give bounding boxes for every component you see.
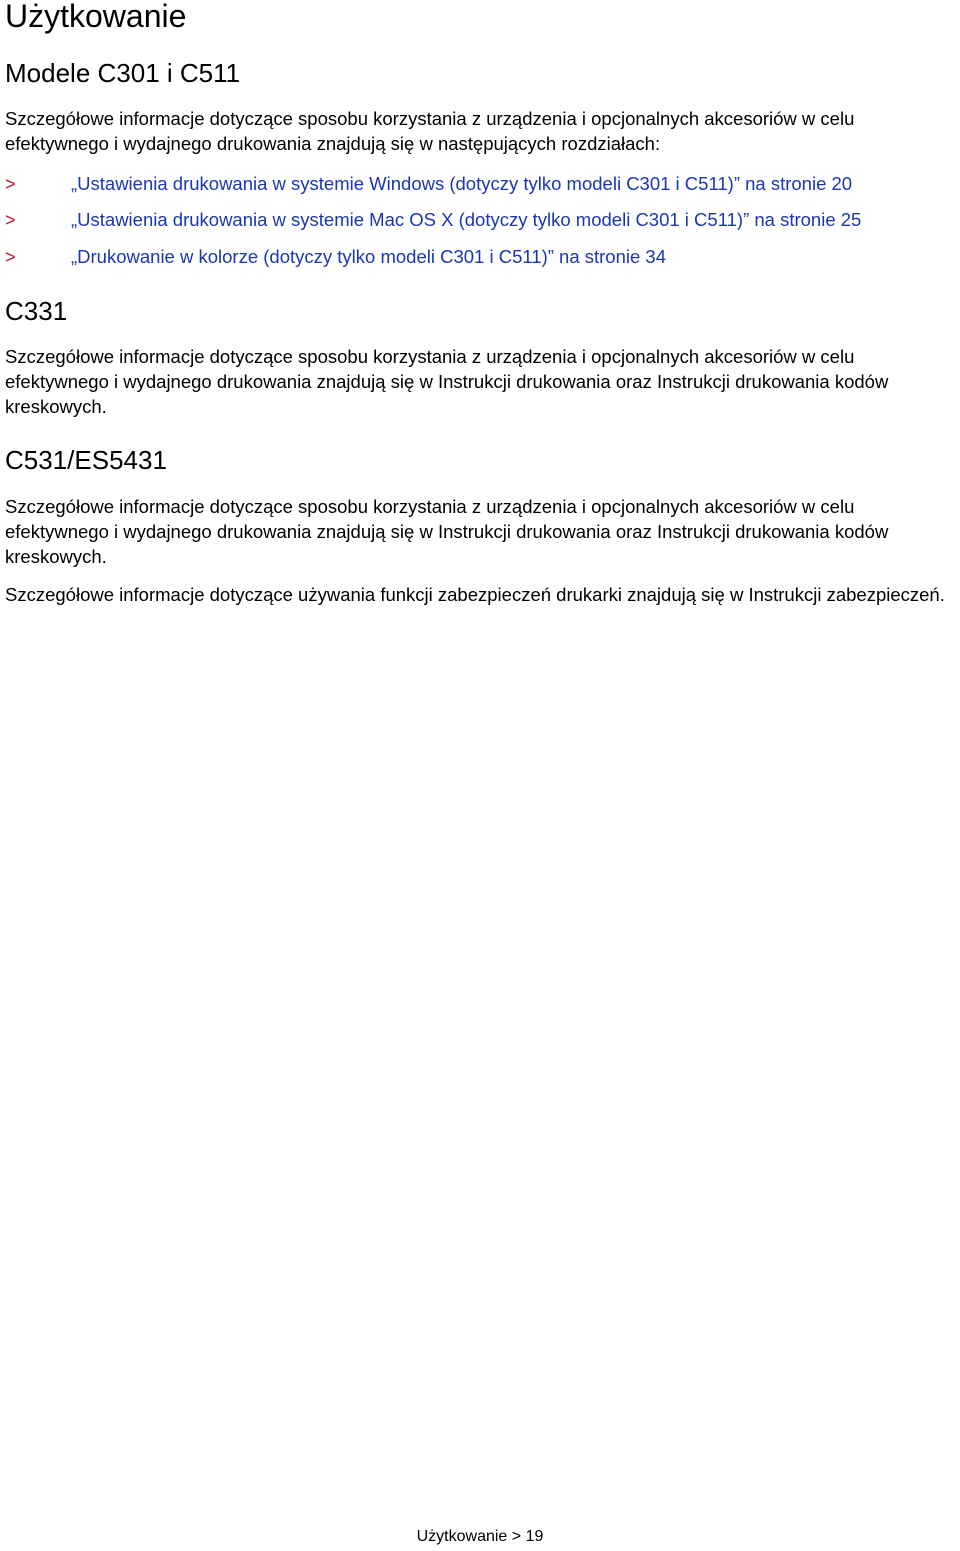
- section-paragraph-c531-es5431: Szczegółowe informacje dotyczące sposobu korzystania z urządzenia i opcjonalnych akcesoriów w celu efektywnego i wydajnego drukowania znajdują się w Instrukcji drukowania oraz Instrukcji drukowania kodów kreskowych.: [5, 496, 889, 567]
- footer-page-number: Użytkowanie > 19: [416, 1528, 544, 1545]
- section-paragraph-c331: Szczegółowe informacje dotyczące sposobu korzystania z urządzenia i opcjonalnych akcesoriów w celu efektywnego i wydajnego drukowania znajdują się w Instrukcji drukowania oraz Instrukcji drukowania kodów kreskowych.: [5, 346, 889, 417]
- page-footer: [0, 1527, 960, 1547]
- section-paragraph-c301-c511: Szczegółowe informacje dotyczące sposobu korzystania z urządzenia i opcjonalnych akcesoriów w celu efektywnego i wydajnego drukowania znajdują się w następujących rozdziałach:: [5, 108, 855, 154]
- chapter-link-item: [5, 171, 852, 197]
- section-heading-c331: C331: [5, 296, 68, 326]
- link-mac-print-settings[interactable]: „Ustawienia drukowania w systemie Mac OS X (dotyczy tylko modeli C301 i C511)” na stronie 25: [71, 209, 862, 230]
- bullet-marker: >: [5, 210, 16, 230]
- chapter-link-item: [5, 207, 861, 233]
- page-title: Użytkowanie: [5, 0, 187, 34]
- chapter-link-item: [5, 244, 666, 270]
- section-paragraph-security: Szczegółowe informacje dotyczące używania funkcji zabezpieczeń drukarki znajdują się w Instrukcji zabezpieczeń.: [5, 584, 945, 605]
- section-heading-c531-es5431: C531/ES5431: [5, 445, 167, 475]
- link-color-printing[interactable]: „Drukowanie w kolorze (dotyczy tylko modeli C301 i C511)” na stronie 34: [71, 246, 666, 267]
- bullet-marker: >: [5, 247, 16, 267]
- section-heading-c301-c511: Modele C301 i C511: [5, 58, 241, 88]
- bullet-marker: >: [5, 174, 16, 194]
- link-windows-print-settings[interactable]: „Ustawienia drukowania w systemie Windows (dotyczy tylko modeli C301 i C511)” na stronie 20: [71, 173, 853, 194]
